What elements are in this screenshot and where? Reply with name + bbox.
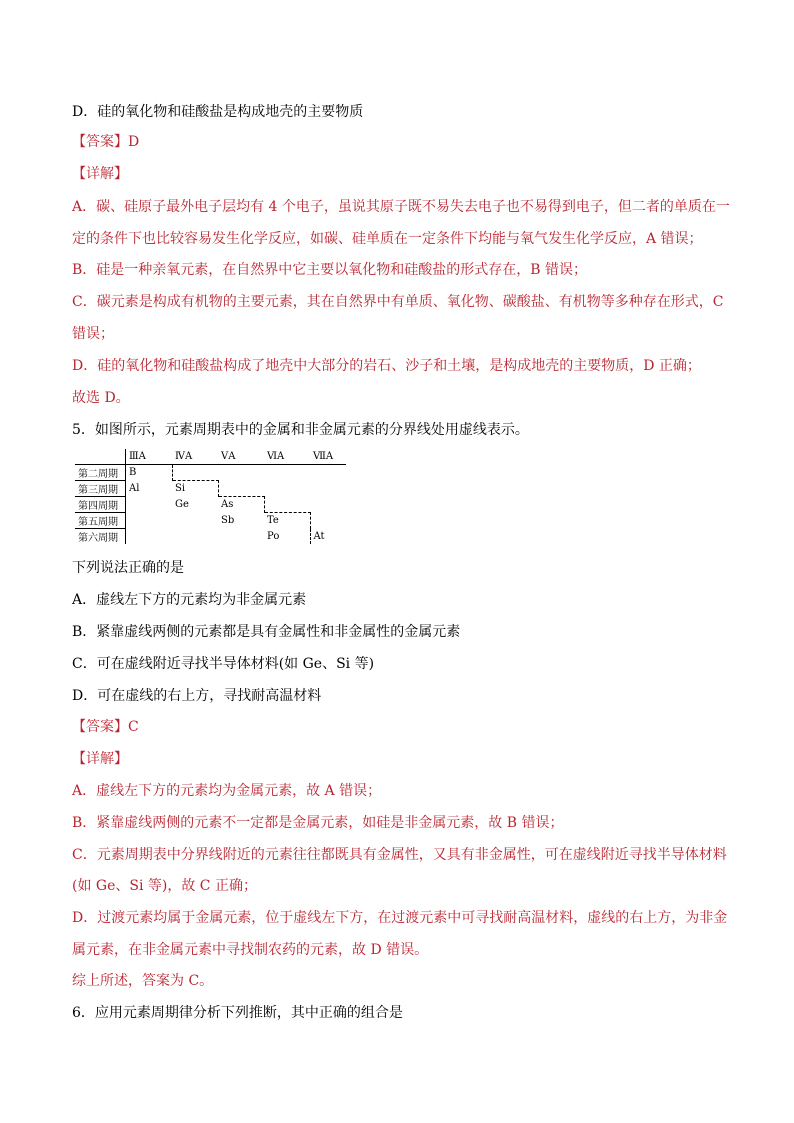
element-cell: At xyxy=(313,530,325,542)
element-cell xyxy=(310,481,346,497)
element-cell xyxy=(264,481,310,497)
q5-explain-a: A．虚线左下方的元素均为金属元素，故 A 错误； xyxy=(72,783,382,799)
element-cell: Te xyxy=(264,513,310,529)
element-cell: B xyxy=(126,465,173,481)
q4-explain-heading: 【详解】 xyxy=(72,166,128,182)
q4-explain-a-line2: 定的条件下也比较容易发生化学反应，如碳、硅单质在一定条件下均能与氧气发生化学反应，A 错误； xyxy=(72,231,703,247)
row-label: 第四周期 xyxy=(75,497,126,513)
header-VIA: ⅥA xyxy=(264,449,310,465)
element-cell xyxy=(172,513,218,529)
q4-option-d: D．硅的氧化物和硅酸盐是构成地壳的主要物质 xyxy=(72,104,364,120)
q5-option-d: D．可在虚线的右上方，寻找耐高温材料 xyxy=(72,688,322,704)
q5-explain-d-line1: D．过渡元素均属于金属元素，位于虚线左下方，在过渡元素中可寻找耐高温材料，虚线的右上方，为非金 xyxy=(72,910,728,926)
q5-option-b: B．紧靠虚线两侧的元素都是具有金属性和非金属性的金属元素 xyxy=(72,624,461,640)
element-cell xyxy=(126,529,173,545)
row-label: 第二周期 xyxy=(75,465,126,481)
element-cell: Si xyxy=(172,481,218,497)
table-row xyxy=(75,529,346,545)
q5-option-a: A．虚线左下方的元素均为非金属元素 xyxy=(72,592,307,608)
q5-explain-heading: 【详解】 xyxy=(72,751,128,767)
q4-explain-c-line2: 错误； xyxy=(72,326,114,342)
q4-conclusion: 故选 D。 xyxy=(72,390,130,406)
q5-explain-c-line2: (如 Ge、Si 等)，故 C 正确； xyxy=(72,878,257,894)
element-cell: Sb xyxy=(221,515,235,526)
element-cell: As xyxy=(218,497,264,513)
element-cell xyxy=(218,529,264,545)
element-cell: Al xyxy=(129,483,140,494)
table-row xyxy=(75,497,346,513)
row-label: 第六周期 xyxy=(75,529,126,545)
table-header-row xyxy=(75,449,346,465)
element-cell xyxy=(264,465,310,481)
q5-option-c: C．可在虚线附近寻找半导体材料(如 Ge、Si 等) xyxy=(72,656,375,672)
header-VIIA: ⅦA xyxy=(310,449,346,465)
header-IVA: ⅣA xyxy=(172,449,218,465)
q5-explain-b: B．紧靠虚线两侧的元素不一定都是金属元素，如硅是非金属元素，故 B 错误； xyxy=(72,815,564,831)
element-cell: Ge xyxy=(175,499,189,510)
q5-explain-d-line2: 属元素，在非金属元素中寻找制农药的元素，故 D 错误。 xyxy=(72,942,429,958)
row-label: 第五周期 xyxy=(75,513,126,529)
table-row xyxy=(75,465,346,481)
periodic-table-fragment xyxy=(75,449,346,544)
table-row xyxy=(75,513,346,529)
element-cell xyxy=(310,513,346,529)
element-cell: Po xyxy=(264,529,310,545)
element-cell xyxy=(126,513,173,529)
q4-explain-c-line1: C．碳元素是构成有机物的主要元素，其在自然界中有单质、氧化物、碳酸盐、有机物等多种存在形式，C xyxy=(72,294,724,310)
element-cell xyxy=(310,497,346,513)
q4-explain-b: B．硅是一种亲氧元素，在自然界中它主要以氧化物和硅酸盐的形式存在，B 错误； xyxy=(72,262,588,278)
element-cell xyxy=(172,529,218,545)
element-cell xyxy=(172,465,218,481)
row-label: 第三周期 xyxy=(75,481,126,497)
element-cell xyxy=(218,481,264,497)
q5-answer: 【答案】C xyxy=(72,719,139,735)
table-corner-cell xyxy=(75,449,126,465)
element-cell xyxy=(310,465,346,481)
header-IIIA: ⅢA xyxy=(126,449,173,465)
q5-stem: 5．如图所示，元素周期表中的金属和非金属元素的分界线处用虚线表示。 xyxy=(72,422,529,438)
element-cell xyxy=(218,465,264,481)
element-cell xyxy=(126,497,173,513)
table-row xyxy=(75,481,346,497)
header-VA: ⅤA xyxy=(218,449,264,465)
q4-explain-d: D．硅的氧化物和硅酸盐构成了地壳中大部分的岩石、沙子和土壤，是构成地壳的主要物质，D 正确； xyxy=(72,358,701,374)
q4-explain-a-line1: A．碳、硅原子最外电子层均有 4 个电子，虽说其原子既不易失去电子也不易得到电子，但二者的单质在一 xyxy=(72,199,730,215)
q5-prompt: 下列说法正确的是 xyxy=(72,560,184,576)
q6-stem: 6．应用元素周期律分析下列推断，其中正确的组合是 xyxy=(72,1005,403,1021)
q4-answer: 【答案】D xyxy=(72,134,140,150)
element-cell xyxy=(264,497,310,513)
q5-conclusion: 综上所述，答案为 C。 xyxy=(72,973,214,989)
q5-explain-c-line1: C．元素周期表中分界线附近的元素往往都既具有金属性，又具有非金属性，可在虚线附近寻找半导体材料 xyxy=(72,847,727,863)
